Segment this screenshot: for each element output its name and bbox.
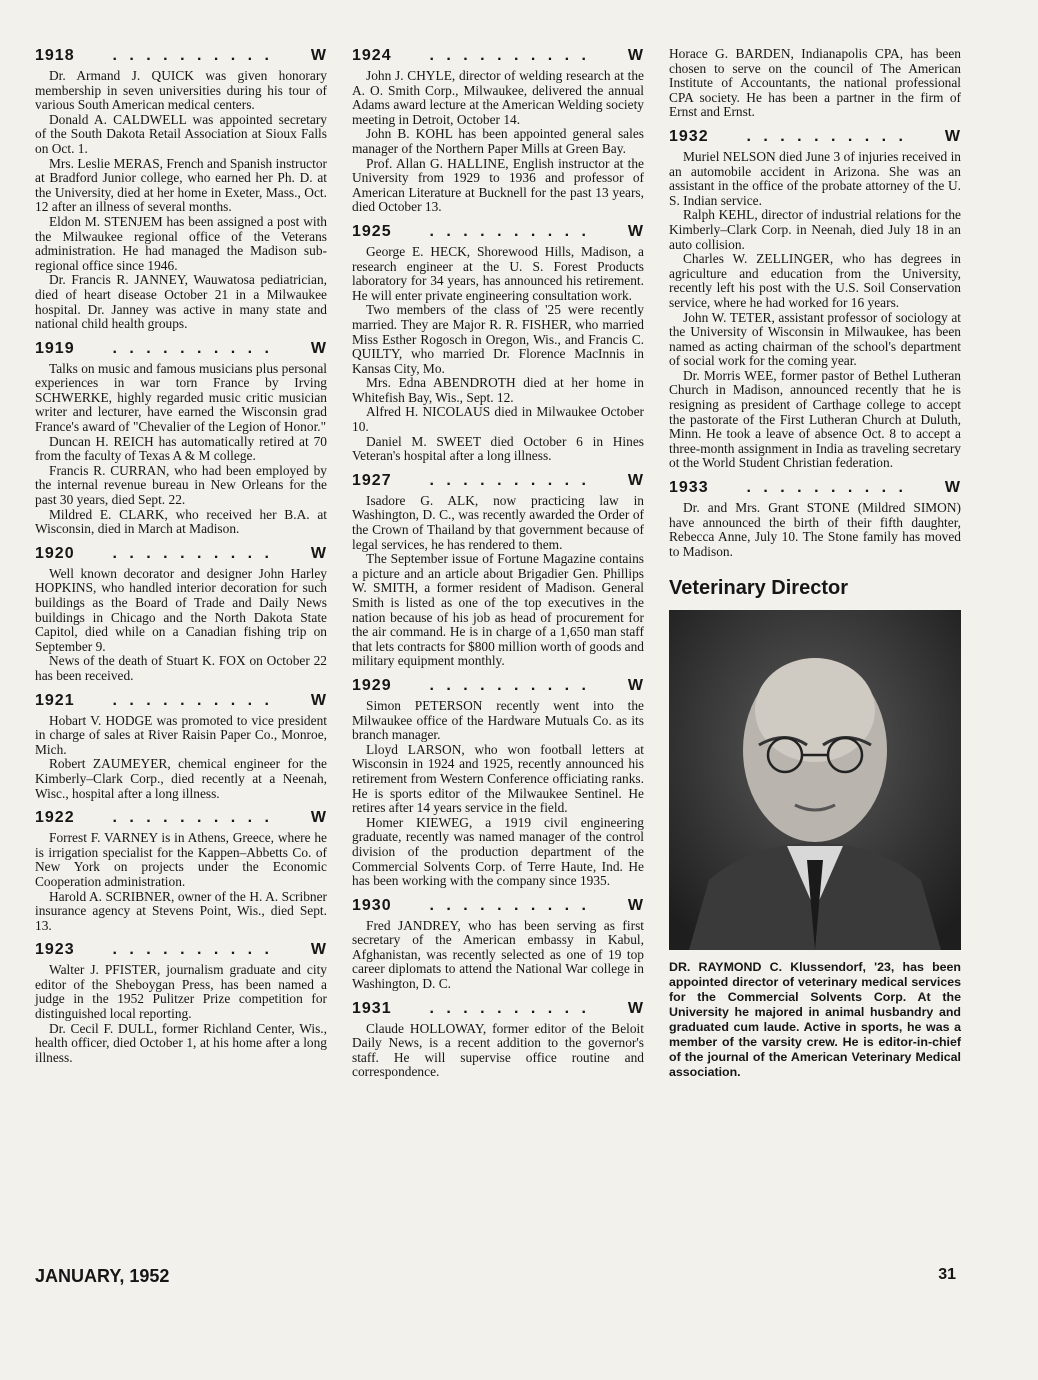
heading-dots: . . . . . . . . . . bbox=[429, 896, 590, 914]
year-label: 1922 bbox=[35, 809, 75, 827]
heading-dots: . . . . . . . . . . bbox=[112, 544, 273, 562]
year-label: 1921 bbox=[35, 691, 75, 709]
class-year-section-1918 bbox=[35, 47, 327, 332]
news-item: Dr. Francis R. JANNEY, Wauwatosa pediatrician, died of heart disease October 21 in a Milwaukee hospital. Dr. Janney was active in many state and national child health groups. bbox=[35, 272, 327, 332]
year-label: 1918 bbox=[35, 47, 75, 64]
news-item: Alfred H. NICOLAUS died in Milwaukee October 10. bbox=[352, 404, 644, 435]
class-year-section-1932 bbox=[669, 128, 961, 471]
wisconsin-letter: W bbox=[310, 691, 327, 709]
wisconsin-letter: W bbox=[627, 999, 644, 1017]
class-year-heading bbox=[669, 128, 961, 146]
news-item: George E. HECK, Shorewood Hills, Madison, a research engineer at the U. S. Forest Products laboratory for 34 years, has announced his retirement. He will enter private engineering consultation work. bbox=[352, 243, 644, 303]
news-item: John W. TETER, assistant professor of sociology at the University of Wisconsin in Milwaukee, has been named as acting chairman of the school's department of social work for the coming year. bbox=[669, 309, 961, 369]
news-item: John J. CHYLE, director of welding research at the A. O. Smith Corp., Milwaukee, delivered the annual Adams award lecture at the American Welding society meeting in Detroit, October 14. bbox=[352, 68, 644, 127]
news-item: Francis R. CURRAN, who had been employed by the internal revenue bureau in New Orleans for the past 30 years, died Sept. 22. bbox=[35, 462, 327, 508]
class-year-section-1920 bbox=[35, 545, 327, 684]
heading-dots: . . . . . . . . . . bbox=[429, 471, 590, 489]
class-year-section-1919 bbox=[35, 340, 327, 537]
class-year-heading bbox=[352, 47, 644, 65]
year-label: 1925 bbox=[352, 222, 392, 240]
year-label: 1927 bbox=[352, 471, 392, 489]
heading-dots: . . . . . . . . . . bbox=[112, 47, 273, 64]
column-3-sections bbox=[669, 128, 961, 559]
wisconsin-letter: W bbox=[627, 896, 644, 914]
news-item: Ralph KEHL, director of industrial relations for the Kimberly–Clark Corp. in Neenah, died July 18 in an auto collision. bbox=[669, 207, 961, 252]
class-year-heading bbox=[35, 941, 327, 959]
class-year-section-1927 bbox=[352, 472, 644, 669]
class-year-heading bbox=[35, 809, 327, 827]
barden-note: Horace G. BARDEN, Indianapolis CPA, has been chosen to serve on the council of The American Institute of Accountants, the national professional CPA society. He has been a partner in the firm of Ernst and Ernst. bbox=[669, 46, 961, 120]
news-item: Claude HOLLOWAY, former editor of the Beloit Daily News, is a recent addition to the governor's staff. He will supervise office routine and correspondence. bbox=[352, 1020, 644, 1080]
news-item: Two members of the class of '25 were recently married. They are Major R. R. FISHER, who married Miss Esther Rogosch in Oregon, Wis., and Francis C. QUILTY, who married Dr. Florence MacInnis in Kansas City, Mo. bbox=[352, 302, 644, 376]
wisconsin-letter: W bbox=[627, 47, 644, 64]
class-year-section-1923 bbox=[35, 941, 327, 1065]
class-year-heading bbox=[669, 479, 961, 497]
wisconsin-letter: W bbox=[310, 809, 327, 827]
column-2 bbox=[352, 47, 644, 1088]
news-item: John B. KOHL has been appointed general sales manager of the Northern Paper Mills at Green Bay. bbox=[352, 126, 644, 156]
news-item: Dr. Morris WEE, former pastor of Bethel Lutheran Church in Madison, announced recently that he is resigning as president of Carthage college to accept the pastorate of the First Lutheran Church at Duluth, Minn. He took a leave of absence Oct. 8 to accept a three-month assignment in India as traveling secretary ot the World Student Christian federation. bbox=[669, 367, 961, 471]
wisconsin-letter: W bbox=[944, 479, 961, 497]
issue-date: JANUARY, 1952 bbox=[35, 1266, 170, 1286]
year-label: 1930 bbox=[352, 896, 392, 914]
class-year-heading bbox=[352, 472, 644, 490]
class-year-heading bbox=[35, 692, 327, 710]
heading-dots: . . . . . . . . . . bbox=[429, 676, 590, 694]
heading-dots: . . . . . . . . . . bbox=[112, 691, 273, 709]
year-label: 1924 bbox=[352, 47, 392, 64]
news-item: Simon PETERSON recently went into the Milwaukee office of the Hardware Mutuals Co. as its branch manager. bbox=[352, 697, 644, 743]
class-year-heading bbox=[352, 677, 644, 695]
column-3 bbox=[669, 47, 961, 1080]
class-year-heading bbox=[352, 223, 644, 241]
wisconsin-letter: W bbox=[627, 222, 644, 240]
heading-dots: . . . . . . . . . . bbox=[429, 222, 590, 240]
class-year-heading bbox=[35, 47, 327, 65]
news-item: Duncan H. REICH has automatically retired at 70 from the faculty of Texas A & M college. bbox=[35, 433, 327, 464]
news-item: Hobart V. HODGE was promoted to vice president in charge of sales at River Raisin Paper Co., Monroe, Mich. bbox=[35, 712, 327, 757]
year-label: 1932 bbox=[669, 127, 709, 145]
heading-dots: . . . . . . . . . . bbox=[429, 47, 590, 64]
heading-dots: . . . . . . . . . . bbox=[112, 809, 273, 827]
heading-dots: . . . . . . . . . . bbox=[112, 941, 273, 959]
news-item: News of the death of Stuart K. FOX on October 22 has been received. bbox=[35, 653, 327, 683]
class-year-section-1925 bbox=[352, 223, 644, 464]
news-item: Well known decorator and designer John Harley HOPKINS, who handled interior decoration for such buildings as the Board of Trade and Daily News buildings in Chicago and the North Dakota State Capitol, died while on a Canadian fishing trip on September 9. bbox=[35, 565, 327, 654]
year-label: 1923 bbox=[35, 941, 75, 959]
news-item: Dr. Armand J. QUICK was given honorary membership in seven universities during his tour of various South American medical centers. bbox=[35, 68, 327, 113]
wisconsin-letter: W bbox=[310, 339, 327, 357]
class-year-section-1921 bbox=[35, 692, 327, 802]
class-year-heading bbox=[352, 897, 644, 915]
year-label: 1933 bbox=[669, 479, 709, 497]
wisconsin-letter: W bbox=[627, 676, 644, 694]
heading-dots: . . . . . . . . . . bbox=[746, 479, 907, 497]
news-item: Talks on music and famous musicians plus personal experiences in war torn France by Irving SCHWERKE, highly regarded music critic musician writer and lecturer, have earned the Wisconsin grad France's award of "Chevalier of the Legion of Honor." bbox=[35, 360, 327, 435]
news-item: Isadore G. ALK, now practicing law in Washington, D. C., was recently awarded the Order of the Crown of Thailand by that government because of legal services, he has rendered to them. bbox=[352, 492, 644, 552]
column-1 bbox=[35, 47, 327, 1073]
wisconsin-letter: W bbox=[310, 47, 327, 64]
wisconsin-letter: W bbox=[310, 941, 327, 959]
news-item: Dr. Cecil F. DULL, former Richland Center, Wis., health officer, died October 1, at his home after a long illness. bbox=[35, 1020, 327, 1065]
news-item: Fred JANDREY, who has been serving as first secretary of the American embassy in Kabul, Afghanistan, was recently selected as one of 19 top career diplomats to attend the National War college in Washington, D. C. bbox=[352, 917, 644, 992]
heading-dots: . . . . . . . . . . bbox=[746, 127, 907, 145]
class-year-section-1933 bbox=[669, 479, 961, 559]
news-item: Mrs. Edna ABENDROTH died at her home in Whitefish Bay, Wis., Sept. 12. bbox=[352, 375, 644, 405]
class-year-section-1929 bbox=[352, 677, 644, 889]
news-item: Dr. and Mrs. Grant STONE (Mildred SIMON) have announced the birth of their fifth daughter, Rebecca Anne, July 10. The Stone family has moved to Madison. bbox=[669, 500, 961, 559]
news-item: Homer KIEWEG, a 1919 civil engineering graduate, recently was named manager of the control division of the production department of the Commercial Solvents Corp. of Terre Haute, Ind. He has been working with the company since 1935. bbox=[352, 814, 644, 889]
veterinary-director-heading: Veterinary Director bbox=[669, 577, 848, 600]
wisconsin-letter: W bbox=[627, 471, 644, 489]
year-label: 1919 bbox=[35, 339, 75, 357]
class-year-heading bbox=[352, 1000, 644, 1018]
class-year-section-1922 bbox=[35, 809, 327, 933]
news-item: Prof. Allan G. HALLINE, English instructor at the University from 1929 to 1936 and professor of American Literature at Bucknell for the past 13 years, died October 13. bbox=[352, 155, 644, 215]
news-item: Lloyd LARSON, who won football letters at Wisconsin in 1924 and 1925, recently announced his retirement from Western Conference officiating ranks. He is sports editor of the Milwaukee Sentinel. He retires after 14 years service in the field. bbox=[352, 741, 644, 816]
photo-caption: DR. RAYMOND C. Klussendorf, '23, has been appointed director of veterinary medical services for the Commercial Solvents Corp. At the University he majored in animal husbandry and graduated cum laude. Active in sports, he was a member of the varsity crew. He is editor-in-chief of the journal of the American Veterinary Medical association. bbox=[669, 960, 961, 1080]
page-number: 31 bbox=[938, 1266, 956, 1283]
portrait-photo-icon bbox=[669, 610, 961, 950]
news-item: Forrest F. VARNEY is in Athens, Greece, where he is irrigation specialist for the Kappen–Abbetts Co. of New York on projects under the Economic Cooperation administration. bbox=[35, 830, 327, 889]
news-item: Mrs. Leslie MERAS, French and Spanish instructor at Bradford Junior college, who earned her Ph. D. at the University, died at her home in Exeter, Mass., Oct. 12 after an illness of several months. bbox=[35, 155, 327, 215]
news-item: Harold A. SCRIBNER, owner of the H. A. Scribner insurance agency at Stevens Point, Wis., died Sept. 13. bbox=[35, 888, 327, 933]
class-year-section-1930 bbox=[352, 897, 644, 992]
wisconsin-letter: W bbox=[944, 127, 961, 145]
news-item: Muriel NELSON died June 3 of injuries received in an automobile accident in Arizona. She was an assistant in the office of the probate attorney of the U. S. Indian service. bbox=[669, 148, 961, 208]
year-label: 1920 bbox=[35, 544, 75, 562]
news-item: Daniel M. SWEET died October 6 in Hines Veteran's hospital after a long illness. bbox=[352, 433, 644, 464]
class-year-section-1931 bbox=[352, 1000, 644, 1080]
news-item: Walter J. PFISTER, journalism graduate and city editor of the Sheboygan Press, has been named a judge in the 1952 Pulitzer Prize competition for distinguished local reporting. bbox=[35, 962, 327, 1022]
news-item: The September issue of Fortune Magazine contains a picture and an article about Brigadier Gen. Phillips W. SMITH, a former resident of Madison. General Smith is listed as one of the top executives in the nation because of his job as head of procurement for the air command. He is in charge of a 1,650 man staff that lets contracts for $800 million worth of goods and military equipment monthly. bbox=[352, 551, 644, 669]
news-item: Mildred E. CLARK, who received her B.A. at Wisconsin, died in March at Madison. bbox=[35, 506, 327, 537]
wisconsin-letter: W bbox=[310, 544, 327, 562]
news-item: Donald A. CALDWELL was appointed secretary of the South Dakota Retail Association at Sioux Falls on Oct. 1. bbox=[35, 111, 327, 156]
class-year-section-1924 bbox=[352, 47, 644, 215]
year-label: 1931 bbox=[352, 999, 392, 1017]
class-year-heading bbox=[35, 340, 327, 358]
news-item: Eldon M. STENJEM has been assigned a post with the Milwaukee regional office of the Veterans administration. He had managed the Madison sub-regional office since 1946. bbox=[35, 213, 327, 273]
news-item: Charles W. ZELLINGER, who has degrees in agriculture and education from the University, recently left his post with the U.S. Soil Conservation service, where he had worked for 16 years. bbox=[669, 251, 961, 310]
news-item: Robert ZAUMEYER, chemical engineer for the Kimberly–Clark Corp., died recently at a Neenah, Wisc., hospital after a long illness. bbox=[35, 756, 327, 801]
heading-dots: . . . . . . . . . . bbox=[429, 999, 590, 1017]
class-year-heading bbox=[35, 545, 327, 563]
heading-dots: . . . . . . . . . . bbox=[112, 339, 273, 357]
year-label: 1929 bbox=[352, 676, 392, 694]
